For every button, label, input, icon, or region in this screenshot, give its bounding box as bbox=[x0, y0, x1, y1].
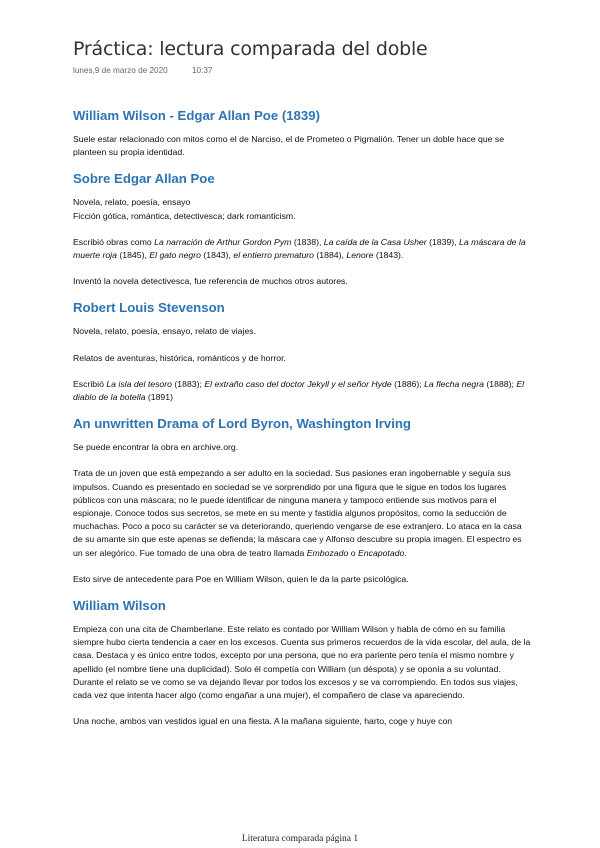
section-heading-stevenson: Robert Louis Stevenson bbox=[73, 300, 225, 316]
work-title: El extraño caso del doctor Jekyll y el señor Hyde bbox=[204, 378, 392, 389]
genres-paragraph bbox=[73, 196, 533, 222]
works-paragraph bbox=[73, 378, 533, 404]
paragraph: Relatos de aventuras, histórica, románticos y de horror. bbox=[73, 352, 286, 363]
paragraph: Empieza con una cita de Chamberlane. Este relato es contado por William Wilson y habla de cómo en su familia siempre hubo cierta tendencia a caer en los excesos. Cuenta sus primeros recuerdos de la vida escolar, del aula, de la casa. Destaca y es único entre todos, excepto por una persona, que no era pariente pero tenía el mismo nombre y apellido (el nombre tiene una duplicidad). Solo él competía con William (un déspota) y se oponía a su voluntad. Durante el relato se ve como se va dejando llevar por todos los excesos y se va corrompiendo. En todos sus viajes, cada vez que intenta hacer algo (como engañar a una mujer), el compañero de clase va apareciendo. bbox=[73, 624, 531, 701]
paragraph: Se puede encontrar la obra en archive.org. bbox=[73, 442, 239, 453]
works-paragraph bbox=[73, 236, 533, 262]
text-run: Trata de un joven que está empezando a ser adulto en la sociedad. Sus pasiones eran ingobernable y seguía sus impulsos. Cuando es presentado en sociedad se ve sorprendido por una figura que le sigue en todos los lugares públicos con una máscara; no le puede identificar de ninguna manera y tampoco entiende sus motivos para el espionaje. Conoce todos sus secretos, se mete en su mente y fastidia algunos propósitos, como la seducción de muchachas. Poco a poco su carácter se va deteriorando, queriendo vengarse de ese extranjero. Lo ataca en la casa de su amante sin que este apenas se defienda; la máscara cae y Alfonso descubre su propia imagen. El espectro es un ser alegórico. Fue tomado de una obra de teatro llamada bbox=[73, 468, 522, 558]
text-run: o bbox=[348, 547, 358, 558]
work-title: El gato negro bbox=[149, 250, 201, 261]
work-title: Embozado bbox=[306, 547, 349, 558]
text-run: (1839), bbox=[426, 236, 460, 247]
paragraph: Inventó la novela detectivesca, fue referencia de muchos otros autores. bbox=[73, 276, 348, 287]
section-heading-sobre-poe: Sobre Edgar Allan Poe bbox=[73, 171, 215, 187]
work-title: La máscara de la muerte roja bbox=[73, 236, 526, 261]
text-run: (1845), bbox=[116, 250, 150, 261]
work-title: Encapotado bbox=[357, 547, 405, 558]
genres-line: Novela, relato, poesía, ensayo bbox=[73, 197, 191, 208]
work-title: el entierro prematuro bbox=[233, 250, 314, 261]
text-run: (1891) bbox=[145, 392, 173, 403]
date-stamp: lunes,9 de marzo de 2020 bbox=[73, 66, 168, 75]
text-run: (1838), bbox=[291, 236, 324, 247]
text-run: (1888); bbox=[483, 378, 517, 389]
work-title: Lenore bbox=[346, 250, 374, 261]
work-title: El diablo de la botella bbox=[73, 378, 525, 403]
text-run: (1843), bbox=[201, 250, 234, 261]
text-run: . bbox=[404, 547, 407, 558]
page-metadata bbox=[73, 66, 234, 75]
text-run: Escribió obras como bbox=[73, 236, 155, 247]
paragraph: Suele estar relacionado con mitos como el de Narciso, el de Prometeo o Pigmalión. Tener un doble hace que se planteen su propia identidad. bbox=[73, 134, 505, 158]
styles-line: Ficción gótica, romántica, detectivesca; dark romanticism. bbox=[73, 210, 296, 221]
work-title: La flecha negra bbox=[424, 378, 484, 389]
note-body bbox=[73, 108, 533, 728]
paragraph: Novela, relato, poesía, ensayo, relato de viajes. bbox=[73, 326, 257, 337]
work-title: La caída de la Casa Usher bbox=[323, 236, 427, 247]
work-title: La narración de Arthur Gordon Pym bbox=[154, 236, 292, 247]
summary-paragraph bbox=[73, 467, 533, 559]
text-run: (1886); bbox=[391, 378, 425, 389]
section-heading-unwritten-drama: An unwritten Drama of Lord Byron, Washington Irving bbox=[73, 416, 411, 432]
text-run: (1883); bbox=[172, 378, 205, 389]
paragraph: Una noche, ambos van vestidos igual en una fiesta. A la mañana siguiente, harto, coge y huye con bbox=[73, 716, 453, 727]
work-title: La isla del tesoro bbox=[106, 378, 172, 389]
page-footer: Literatura comparada página 1 bbox=[241, 834, 359, 844]
page-title: Práctica: lectura comparada del doble bbox=[73, 38, 428, 60]
text-run: Escribió bbox=[73, 378, 107, 389]
text-run: (1843). bbox=[373, 250, 404, 261]
time-stamp: 10:37 bbox=[191, 66, 213, 75]
section-heading-william-wilson: William Wilson bbox=[73, 598, 166, 614]
section-heading-william-wilson-poe: William Wilson - Edgar Allan Poe (1839) bbox=[73, 108, 320, 123]
text-run: (1884), bbox=[314, 250, 347, 261]
paragraph: Esto sirve de antecedente para Poe en William Wilson, quien le da la parte psicológica. bbox=[73, 573, 409, 584]
